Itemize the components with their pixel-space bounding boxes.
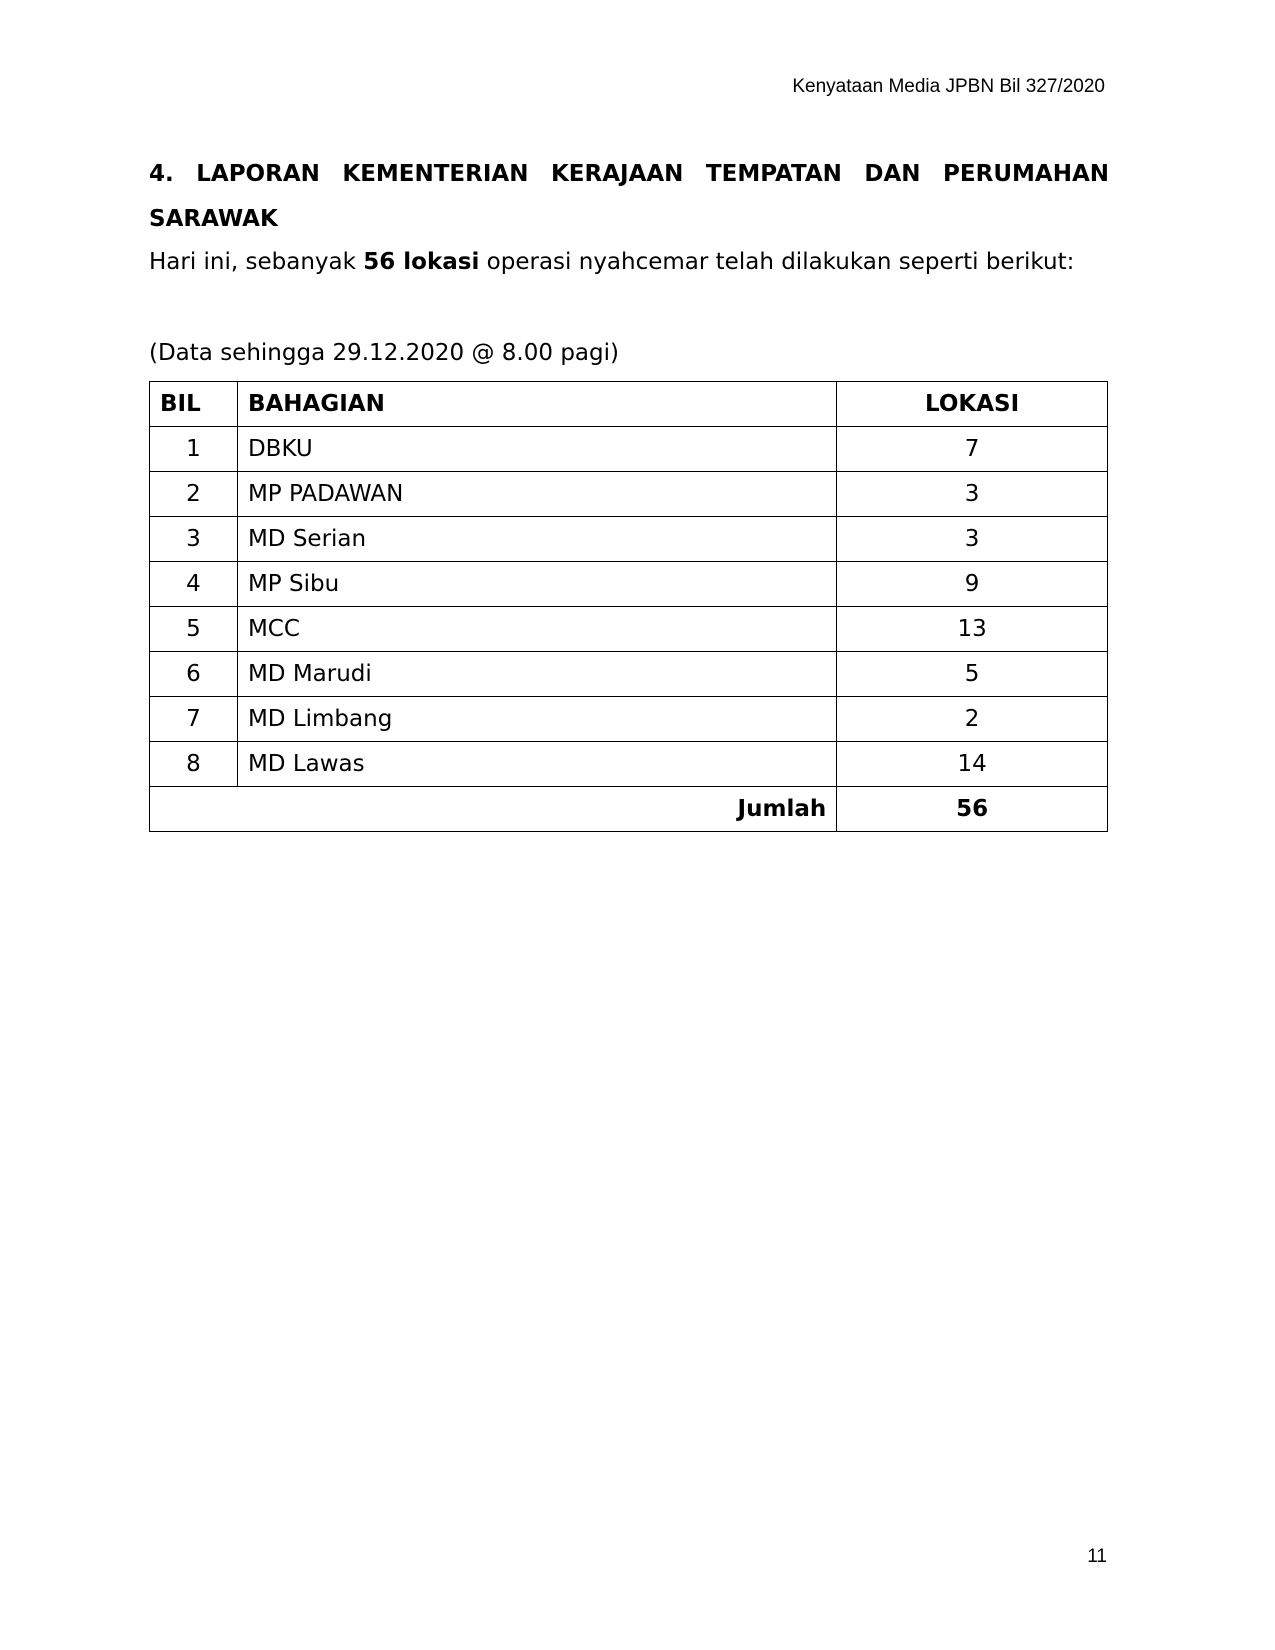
cell-bil: 5 bbox=[150, 607, 238, 652]
page-header-reference: Kenyataan Media JPBN Bil 327/2020 bbox=[792, 76, 1105, 97]
section-heading bbox=[149, 152, 1109, 242]
cell-lokasi: 3 bbox=[837, 472, 1108, 517]
section-title-line1: 4. LAPORAN KEMENTERIAN KERAJAAN TEMPATAN DAN PERUMAHAN bbox=[149, 161, 1109, 187]
intro-prefix: Hari ini, sebanyak bbox=[149, 249, 364, 275]
cell-bahagian: MD Limbang bbox=[237, 697, 836, 742]
cell-lokasi: 7 bbox=[837, 427, 1108, 472]
table-row bbox=[150, 472, 1108, 517]
cell-bahagian: MP PADAWAN bbox=[237, 472, 836, 517]
intro-bold-count: 56 lokasi bbox=[363, 249, 480, 275]
cell-bahagian: MD Lawas bbox=[237, 742, 836, 787]
cell-lokasi: 14 bbox=[837, 742, 1108, 787]
header-lokasi: LOKASI bbox=[837, 382, 1108, 427]
table-row bbox=[150, 562, 1108, 607]
table-total-row bbox=[150, 787, 1108, 832]
cell-lokasi: 13 bbox=[837, 607, 1108, 652]
header-bahagian: BAHAGIAN bbox=[237, 382, 836, 427]
data-note: (Data sehingga 29.12.2020 @ 8.00 pagi) bbox=[149, 340, 619, 366]
cell-bil: 3 bbox=[150, 517, 238, 562]
cell-bahagian: MD Serian bbox=[237, 517, 836, 562]
cell-lokasi: 3 bbox=[837, 517, 1108, 562]
cell-bil: 6 bbox=[150, 652, 238, 697]
cell-bil: 7 bbox=[150, 697, 238, 742]
cell-bil: 4 bbox=[150, 562, 238, 607]
table-row bbox=[150, 607, 1108, 652]
cell-lokasi: 2 bbox=[837, 697, 1108, 742]
cell-bahagian: DBKU bbox=[237, 427, 836, 472]
table-row bbox=[150, 652, 1108, 697]
page-number: 11 bbox=[1087, 1546, 1107, 1567]
intro-suffix: operasi nyahcemar telah dilakukan seperti berikut: bbox=[479, 249, 1075, 275]
cell-bahagian: MP Sibu bbox=[237, 562, 836, 607]
table-row bbox=[150, 697, 1108, 742]
section-title-line2: SARAWAK bbox=[149, 206, 278, 232]
table-header-row bbox=[150, 382, 1108, 427]
total-value: 56 bbox=[837, 787, 1108, 832]
cell-bil: 2 bbox=[150, 472, 238, 517]
report-table bbox=[149, 381, 1108, 832]
cell-bahagian: MCC bbox=[237, 607, 836, 652]
cell-bil: 8 bbox=[150, 742, 238, 787]
cell-bahagian: MD Marudi bbox=[237, 652, 836, 697]
intro-paragraph bbox=[149, 247, 1074, 277]
table-row bbox=[150, 427, 1108, 472]
header-bil: BIL bbox=[150, 382, 238, 427]
table-row bbox=[150, 742, 1108, 787]
cell-lokasi: 9 bbox=[837, 562, 1108, 607]
table-row bbox=[150, 517, 1108, 562]
total-label: Jumlah bbox=[150, 787, 837, 832]
cell-lokasi: 5 bbox=[837, 652, 1108, 697]
cell-bil: 1 bbox=[150, 427, 238, 472]
